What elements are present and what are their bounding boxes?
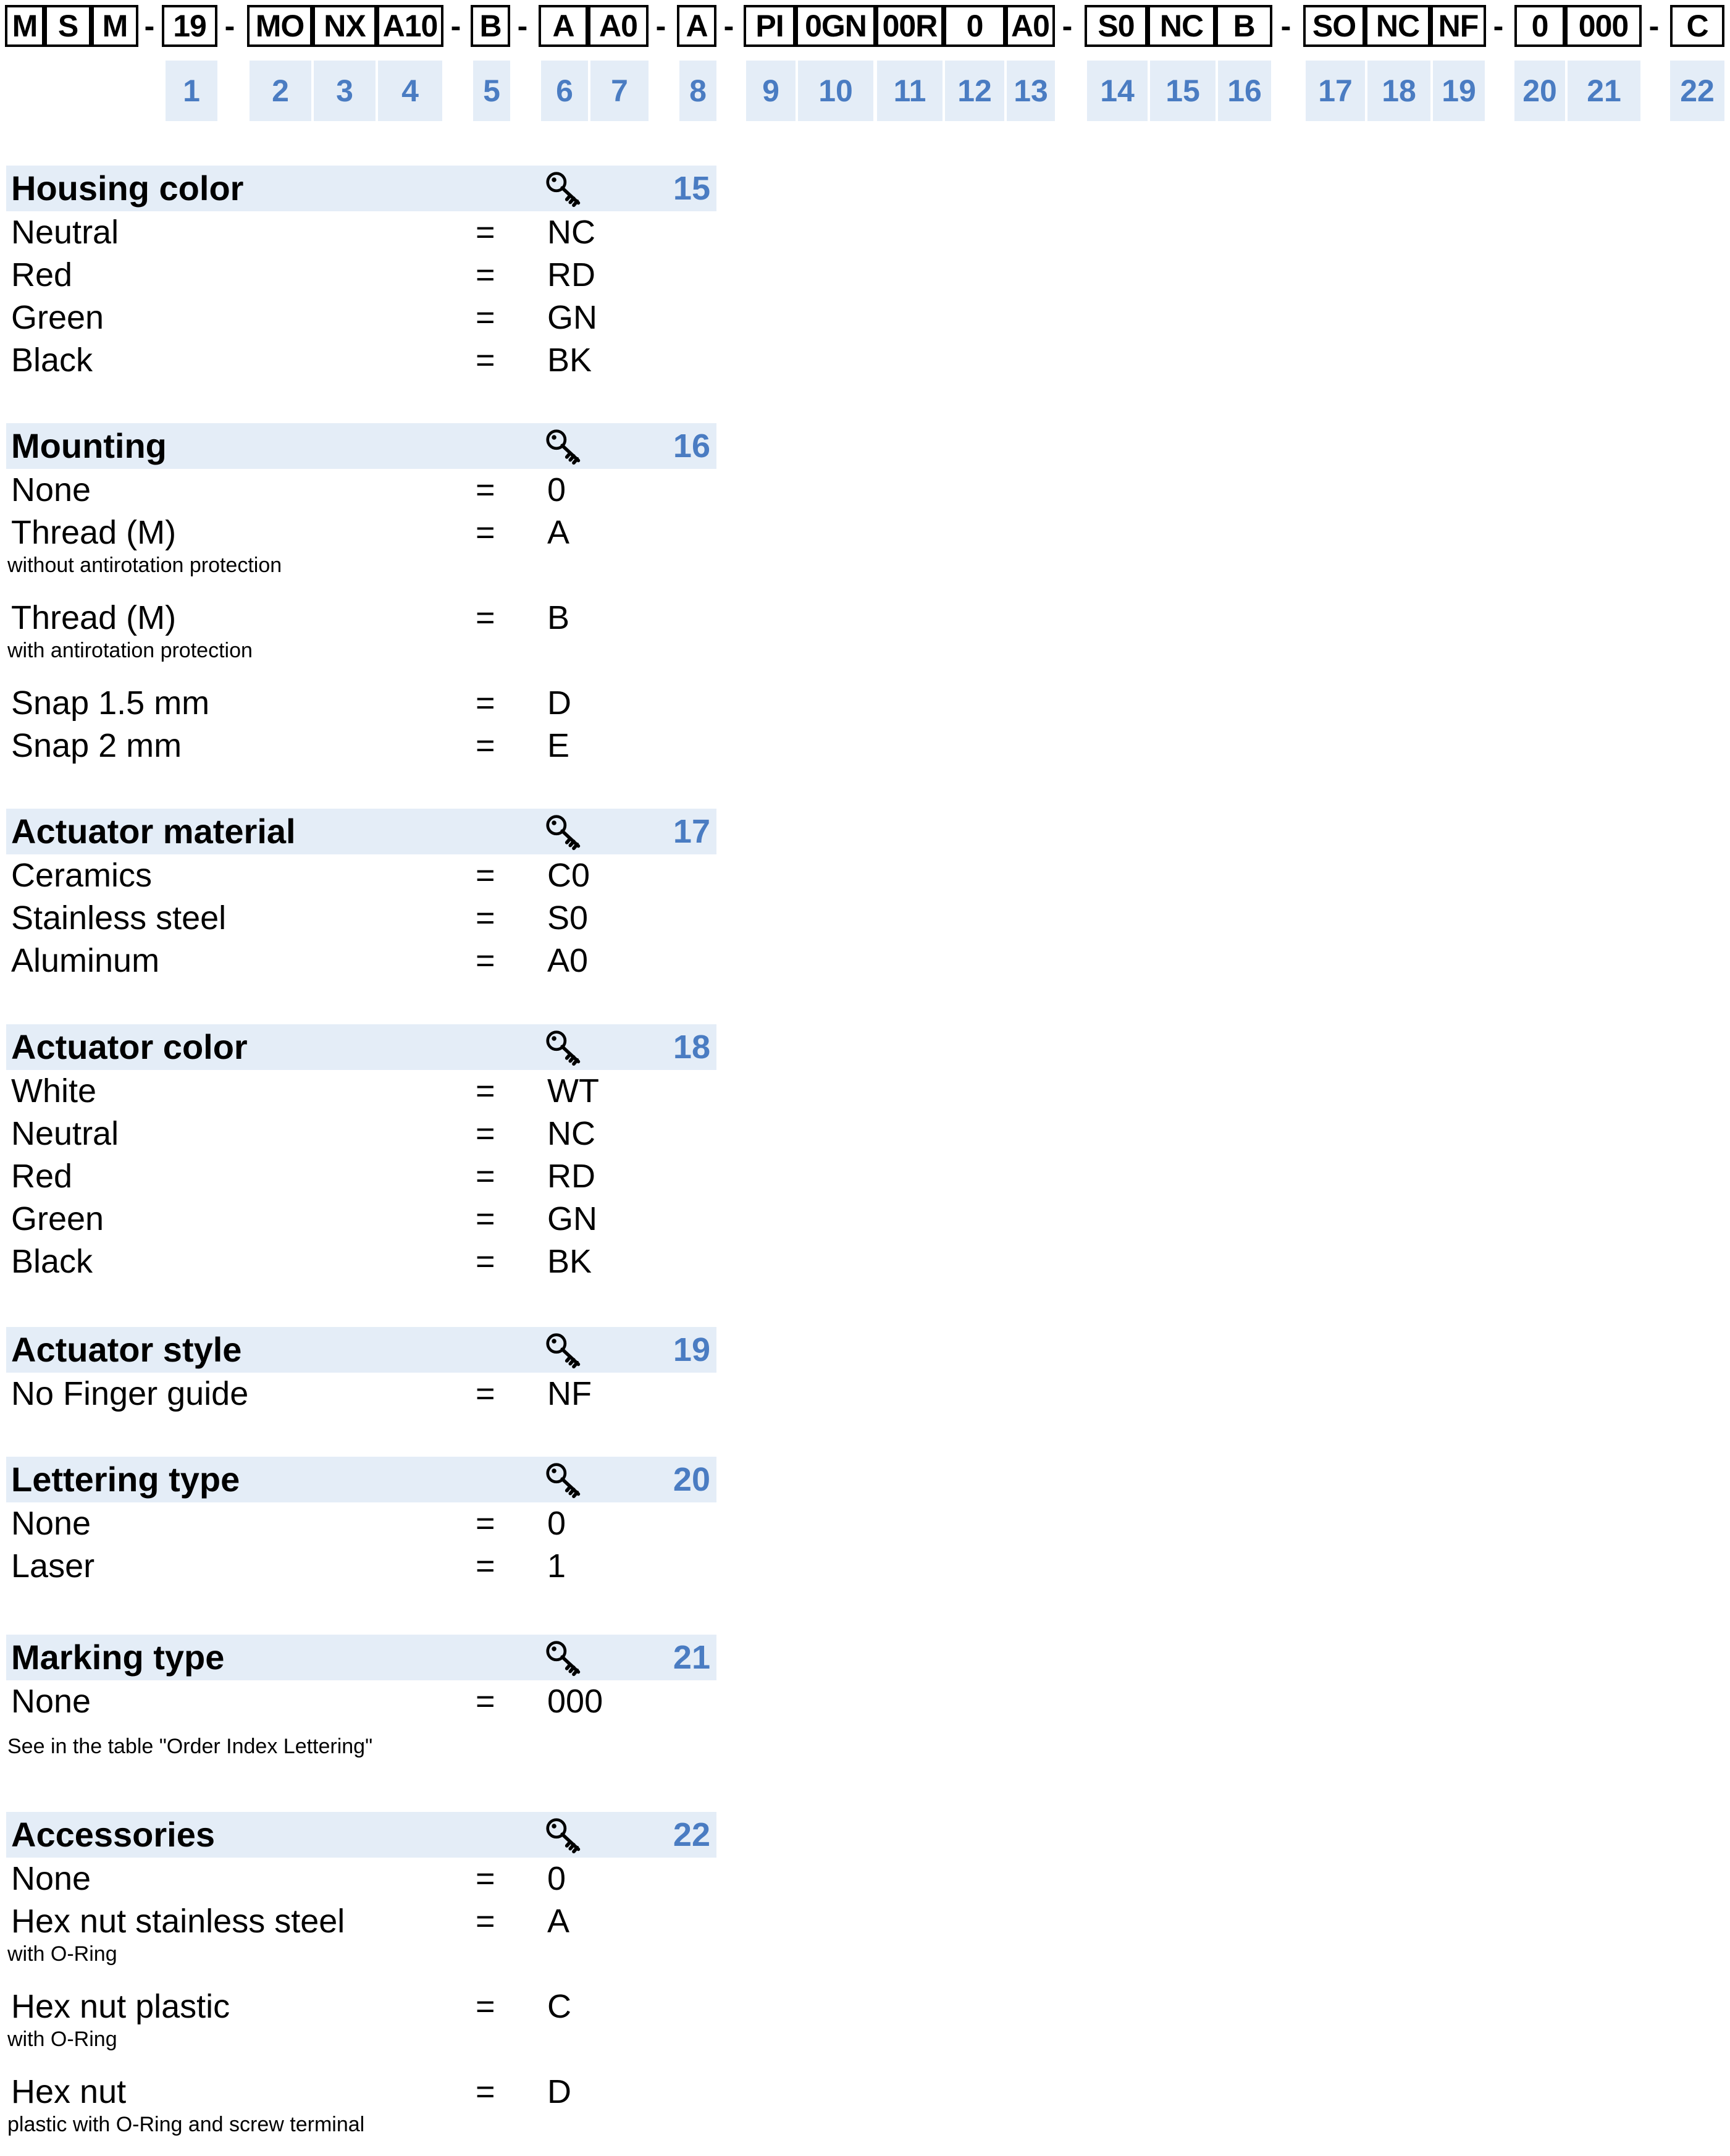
option-label: Black (11, 342, 93, 379)
key-icon (542, 1332, 586, 1369)
equals-sign: = (476, 942, 495, 979)
section-title: Actuator style (11, 1330, 242, 1369)
code-box: NX (313, 5, 377, 47)
option-code: 000 (547, 1683, 603, 1720)
option-row (6, 725, 716, 767)
option-row (6, 1545, 716, 1588)
code-box: A0 (1006, 5, 1055, 47)
equals-sign: = (476, 1903, 495, 1940)
code-dash: - (517, 9, 528, 43)
section-lettering-type (6, 1457, 716, 1588)
section-title: Marking type (11, 1638, 225, 1677)
option-label: Hex nut (11, 2073, 127, 2110)
section-header (6, 1812, 716, 1858)
section-header (6, 1024, 716, 1070)
equals-sign: = (476, 599, 495, 636)
option-note: with antirotation protection (7, 639, 253, 662)
code-dash: - (144, 9, 155, 43)
option-row (6, 297, 716, 339)
equals-sign: = (476, 1200, 495, 1237)
section-header (6, 1635, 716, 1680)
option-code: RD (547, 256, 595, 293)
key-icon (542, 1640, 586, 1677)
key-icon (542, 1817, 586, 1854)
section-title: Mounting (11, 426, 167, 465)
equals-sign: = (476, 214, 495, 251)
code-box: NC (1148, 5, 1216, 47)
key-icon (542, 1462, 586, 1499)
section-number: 21 (673, 1639, 710, 1676)
equals-sign: = (476, 256, 495, 293)
position-index: 12 (945, 61, 1004, 121)
option-row (6, 1373, 716, 1415)
position-index: 22 (1670, 61, 1724, 121)
option-row (6, 2071, 716, 2156)
option-label: Neutral (11, 1115, 119, 1152)
option-code: GN (547, 299, 597, 336)
position-index: 4 (378, 61, 442, 121)
option-code: 1 (547, 1548, 566, 1585)
option-row (6, 1155, 716, 1198)
option-code: BK (547, 342, 592, 379)
equals-sign: = (476, 471, 495, 508)
section-number: 15 (673, 170, 710, 207)
section-header (6, 1327, 716, 1373)
section-marking-type (6, 1635, 716, 1765)
section-header (6, 423, 716, 469)
code-dash: - (1280, 9, 1291, 43)
option-label: Thread (M) (11, 514, 177, 551)
equals-sign: = (476, 1988, 495, 2025)
option-row (6, 254, 716, 297)
option-code: RD (547, 1158, 595, 1195)
option-note: without antirotation protection (7, 554, 282, 577)
code-box: NC (1365, 5, 1430, 47)
option-label: Thread (M) (11, 599, 177, 636)
option-label: None (11, 471, 91, 508)
position-index: 18 (1367, 61, 1430, 121)
section-number: 16 (673, 427, 710, 465)
option-code: E (547, 727, 570, 764)
option-code: D (547, 2073, 571, 2110)
option-row (6, 1502, 716, 1545)
option-note: with O-Ring (7, 1942, 117, 1966)
equals-sign: = (476, 514, 495, 551)
code-box: 000 (1565, 5, 1642, 47)
option-code: B (547, 599, 570, 636)
option-row (6, 339, 716, 382)
position-index: 3 (314, 61, 376, 121)
position-index: 21 (1568, 61, 1640, 121)
option-row (6, 1985, 716, 2071)
code-box: 0GN (796, 5, 876, 47)
position-index: 7 (590, 61, 649, 121)
equals-sign: = (476, 857, 495, 894)
option-row (6, 1113, 716, 1155)
option-code: WT (547, 1072, 599, 1110)
equals-sign: = (476, 1158, 495, 1195)
section-number: 22 (673, 1816, 710, 1853)
equals-sign: = (476, 684, 495, 722)
option-label: Hex nut stainless steel (11, 1903, 345, 1940)
option-code: A0 (547, 942, 589, 979)
section-header (6, 809, 716, 854)
position-index: 5 (473, 61, 510, 121)
option-label: White (11, 1072, 97, 1110)
position-index: 20 (1514, 61, 1565, 121)
option-label: Hex nut plastic (11, 1988, 230, 2025)
code-box: SO (1303, 5, 1365, 47)
section-number: 19 (673, 1331, 710, 1368)
position-index: 17 (1306, 61, 1365, 121)
equals-sign: = (476, 1243, 495, 1280)
code-dash: - (1493, 9, 1504, 43)
equals-sign: = (476, 1505, 495, 1542)
option-label: None (11, 1505, 91, 1542)
key-icon (542, 814, 586, 851)
option-code: A (547, 514, 570, 551)
position-index: 16 (1218, 61, 1271, 121)
order-code-strip (0, 0, 1730, 124)
code-box: MO (247, 5, 313, 47)
option-code: NC (547, 1115, 595, 1152)
option-row (6, 682, 716, 725)
option-row (6, 897, 716, 940)
option-row (6, 1070, 716, 1113)
code-box: M (5, 5, 44, 47)
section-accessories (6, 1812, 716, 2156)
key-icon (542, 428, 586, 465)
option-label: Snap 1.5 mm (11, 684, 210, 722)
section-title: Accessories (11, 1815, 216, 1854)
option-label: Green (11, 299, 104, 336)
section-actuator-style (6, 1327, 716, 1415)
position-index: 1 (166, 61, 217, 121)
section-actuator-color (6, 1024, 716, 1283)
code-box: B (1216, 5, 1272, 47)
code-box: M (91, 5, 138, 47)
key-icon (542, 1029, 586, 1066)
code-dash: - (224, 9, 235, 43)
section-title: Actuator color (11, 1027, 248, 1066)
option-code: NF (547, 1375, 592, 1412)
code-box: 0 (944, 5, 1006, 47)
code-dash: - (450, 9, 461, 43)
option-code: 0 (547, 1860, 566, 1897)
option-label: None (11, 1683, 91, 1720)
section-number: 20 (673, 1461, 710, 1498)
option-code: NC (547, 214, 595, 251)
option-label: None (11, 1860, 91, 1897)
section-footnote: See in the table "Order Index Lettering" (7, 1735, 373, 1758)
option-label: Green (11, 1200, 104, 1237)
option-note: plastic with O-Ring and screw terminal (7, 2113, 365, 2136)
code-box: A0 (588, 5, 649, 47)
option-label: Red (11, 256, 73, 293)
code-box: 0 (1514, 5, 1565, 47)
option-code: 0 (547, 471, 566, 508)
position-index: 8 (679, 61, 716, 121)
option-label: Neutral (11, 214, 119, 251)
position-index: 13 (1007, 61, 1055, 121)
code-box: B (471, 5, 510, 47)
equals-sign: = (476, 1683, 495, 1720)
option-row (6, 854, 716, 897)
option-code: D (547, 684, 571, 722)
option-code: A (547, 1903, 570, 1940)
section-mounting (6, 423, 716, 767)
position-index: 9 (746, 61, 796, 121)
option-row (6, 1900, 716, 1985)
option-label: Red (11, 1158, 73, 1195)
option-code: 0 (547, 1505, 566, 1542)
section-header (6, 1457, 716, 1502)
section-number: 17 (673, 813, 710, 850)
option-row (6, 469, 716, 512)
equals-sign: = (476, 1375, 495, 1412)
option-label: Aluminum (11, 942, 160, 979)
option-code: BK (547, 1243, 592, 1280)
section-number: 18 (673, 1029, 710, 1066)
option-row (6, 1680, 716, 1723)
position-index: 10 (798, 61, 873, 121)
option-row (6, 1858, 716, 1900)
option-label: Ceramics (11, 857, 153, 894)
option-label: No Finger guide (11, 1375, 249, 1412)
code-box: 19 (162, 5, 217, 47)
key-icon (542, 171, 586, 208)
option-row (6, 597, 716, 682)
position-index: 11 (877, 61, 943, 121)
option-code: C (547, 1988, 571, 2025)
equals-sign: = (476, 1860, 495, 1897)
option-label: Laser (11, 1548, 95, 1585)
code-box: S (44, 5, 91, 47)
option-label: Black (11, 1243, 93, 1280)
equals-sign: = (476, 727, 495, 764)
code-box: A10 (377, 5, 443, 47)
position-index: 6 (541, 61, 588, 121)
code-dash: - (655, 9, 666, 43)
position-index: 2 (250, 61, 311, 121)
equals-sign: = (476, 1072, 495, 1110)
code-box: C (1670, 5, 1724, 47)
position-index: 15 (1150, 61, 1216, 121)
section-title: Housing color (11, 169, 244, 208)
option-code: GN (547, 1200, 597, 1237)
option-row (6, 512, 716, 597)
option-row (6, 1198, 716, 1240)
option-row (6, 940, 716, 982)
position-index: 14 (1087, 61, 1148, 121)
equals-sign: = (476, 2073, 495, 2110)
section-title: Lettering type (11, 1460, 240, 1499)
section-housing-color (6, 166, 716, 382)
position-index: 19 (1433, 61, 1485, 121)
option-label: Stainless steel (11, 899, 227, 937)
option-row (6, 1240, 716, 1283)
section-header (6, 166, 716, 211)
code-box: A (539, 5, 588, 47)
code-box: A (677, 5, 716, 47)
equals-sign: = (476, 342, 495, 379)
section-actuator-material (6, 809, 716, 982)
option-code: S0 (547, 899, 589, 937)
code-dash: - (1648, 9, 1660, 43)
equals-sign: = (476, 899, 495, 937)
equals-sign: = (476, 1115, 495, 1152)
section-title: Actuator material (11, 812, 296, 851)
code-box: 00R (876, 5, 944, 47)
option-row (6, 211, 716, 254)
code-dash: - (723, 9, 734, 43)
code-box: S0 (1085, 5, 1148, 47)
equals-sign: = (476, 299, 495, 336)
equals-sign: = (476, 1548, 495, 1585)
code-box: NF (1430, 5, 1486, 47)
code-dash: - (1062, 9, 1073, 43)
code-box: PI (744, 5, 796, 47)
option-note: with O-Ring (7, 2028, 117, 2051)
option-code: C0 (547, 857, 590, 894)
option-label: Snap 2 mm (11, 727, 182, 764)
